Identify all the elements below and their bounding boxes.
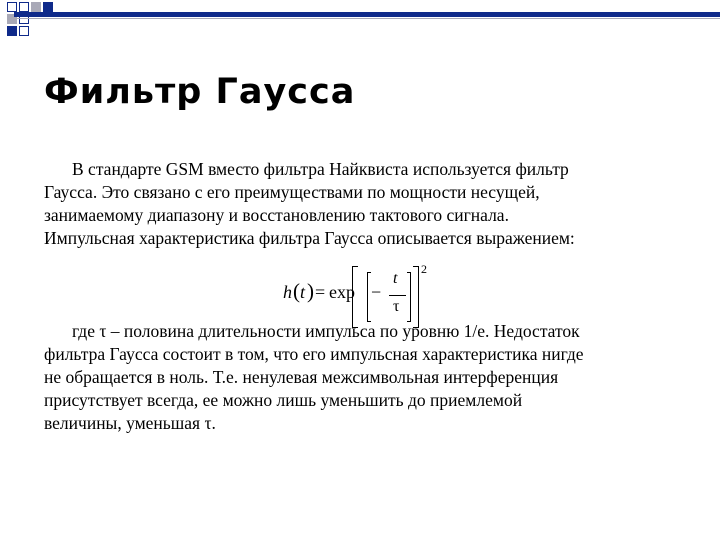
text-line: не обращается в ноль. Т.е. ненулевая межсимвольная интерференция xyxy=(44,367,559,387)
text-line: где τ – половина длительности импульса по уровню 1/e. Недостаток xyxy=(72,321,580,341)
text-line: В стандарте GSM вместо фильтра Найквиста используется фильтр xyxy=(72,159,569,179)
formula-denominator: τ xyxy=(393,298,400,315)
formula-numerator: t xyxy=(393,270,398,287)
formula-rparen: ) xyxy=(307,279,314,303)
formula-lparen: ( xyxy=(293,279,300,303)
text-line: величины, уменьшая τ. xyxy=(44,413,216,433)
formula-t: t xyxy=(300,282,306,302)
text-line: Импульсная характеристика фильтра Гаусса описывается выражением: xyxy=(44,228,575,248)
formula-minus: − xyxy=(371,282,382,302)
decor-square xyxy=(31,2,41,12)
slide-title: Фильтр Гаусса xyxy=(44,72,356,112)
text-line: присутствует всегда, ее можно лишь уменьшить до приемлемой xyxy=(44,390,523,410)
decor-square xyxy=(19,2,29,12)
formula-bracket-left xyxy=(352,266,358,328)
text-line: фильтра Гаусса состоит в том, что его импульсная характеристика нигде xyxy=(44,344,584,364)
formula-paren-right xyxy=(407,272,411,322)
explanation-paragraph xyxy=(44,320,684,435)
decor-square xyxy=(19,26,29,36)
decor-square xyxy=(7,2,17,12)
formula-fraction-line xyxy=(389,295,406,296)
header-line xyxy=(14,18,720,19)
formula-bracket-right xyxy=(413,266,419,328)
intro-paragraph xyxy=(44,158,684,250)
text-line: Гаусса. Это связано с его преимуществами по мощности несущей, xyxy=(44,182,540,202)
formula-power: 2 xyxy=(421,262,427,276)
header-bar xyxy=(14,12,720,17)
decor-square xyxy=(7,26,17,36)
decor-square xyxy=(43,2,53,12)
text-line: занимаемому диапазону и восстановлению тактового сигнала. xyxy=(44,205,509,225)
formula-exp: exp xyxy=(329,282,355,302)
formula-equals: = xyxy=(315,282,326,302)
formula-h: h xyxy=(283,282,292,302)
